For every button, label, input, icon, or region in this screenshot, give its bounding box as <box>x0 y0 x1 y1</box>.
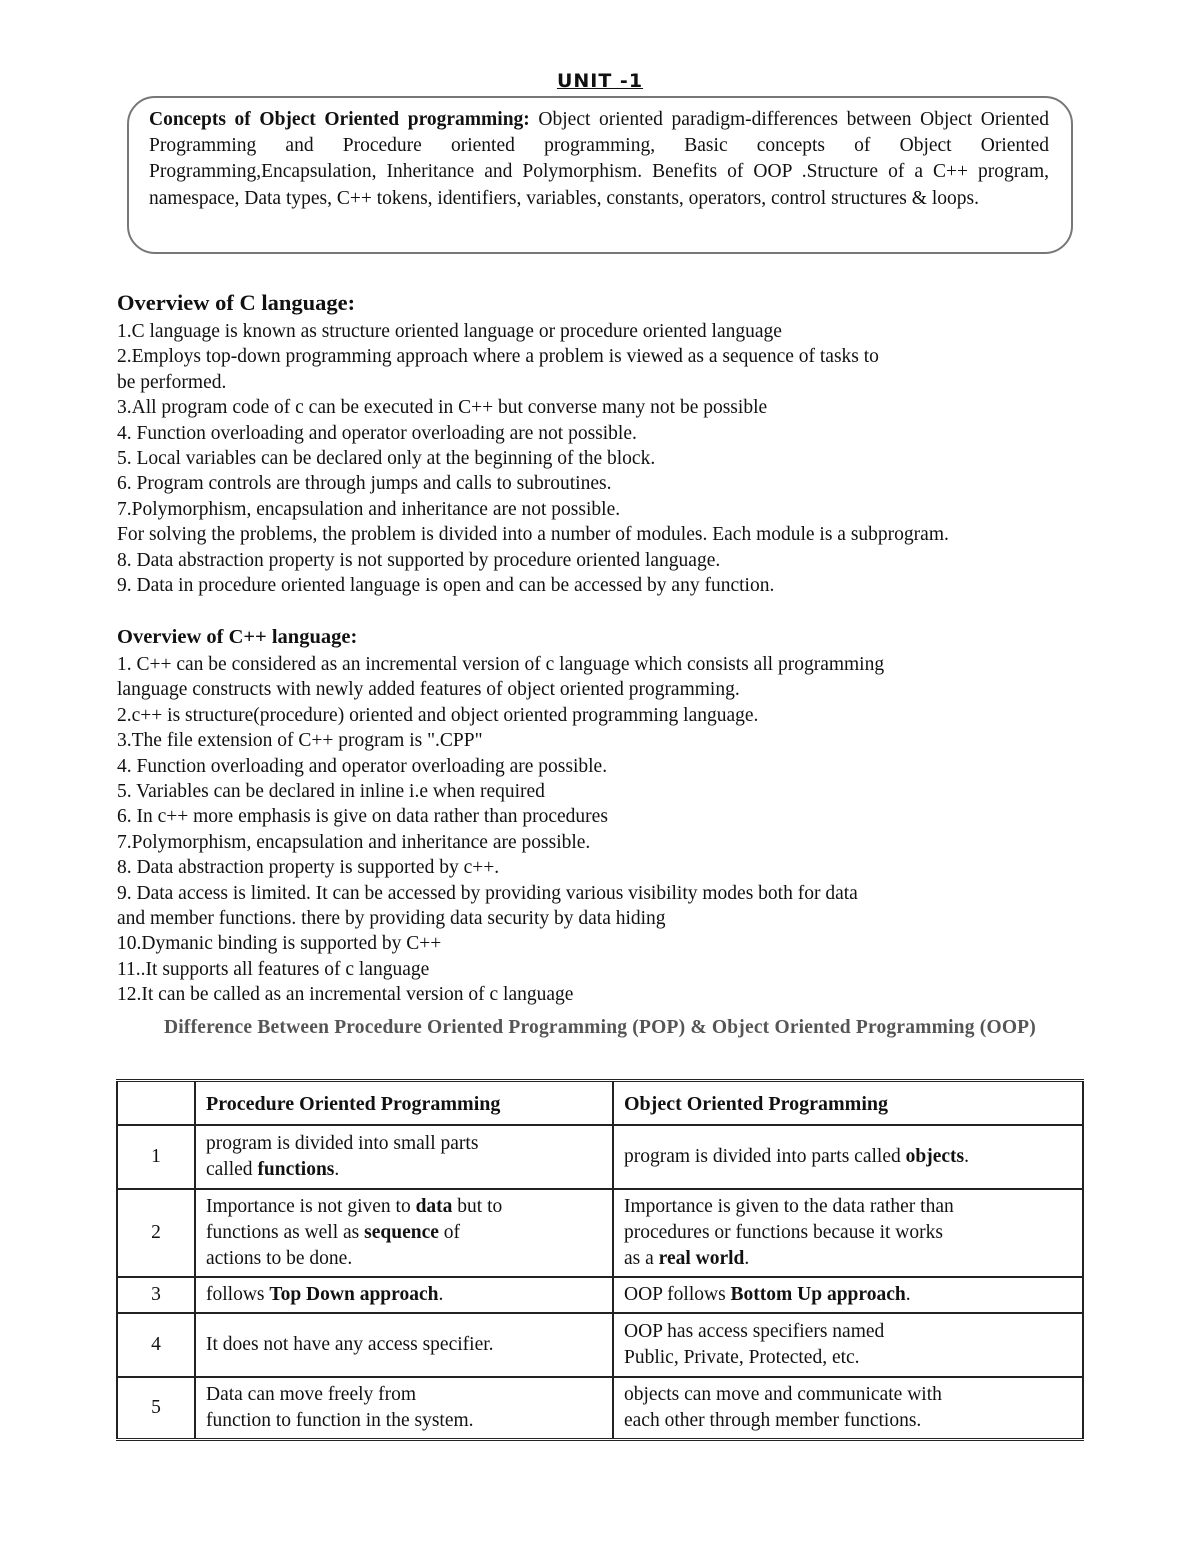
list-item: 1.C language is known as structure oriented language or procedure oriented language <box>117 321 782 342</box>
pop-cell <box>195 1125 613 1189</box>
row-number: 5 <box>117 1377 195 1440</box>
cell-text: of <box>438 1222 461 1243</box>
list-item: be performed. <box>117 371 227 393</box>
cell-bold-text: real world <box>658 1248 745 1269</box>
cell-text: OOP has access specifiers named <box>624 1321 885 1342</box>
cell-bold-text: functions <box>257 1159 335 1180</box>
cell-text: each other through member functions. <box>624 1410 922 1431</box>
cpp-overview-heading: Overview of C++ language: <box>117 626 358 648</box>
list-item: and member functions. there by providing data security by data hiding <box>117 908 666 930</box>
cell-text: program is divided into small parts <box>206 1133 479 1154</box>
table-row <box>117 1377 1083 1440</box>
cell-text: follows <box>206 1284 270 1305</box>
cell-text: . <box>964 1146 969 1167</box>
cell-bold-text: sequence <box>364 1222 439 1243</box>
syllabus-heading: Concepts of Object Oriented programming: <box>149 109 530 130</box>
column-header-pop: Procedure Oriented Programming <box>195 1081 613 1126</box>
cell-text: called <box>206 1159 258 1180</box>
pop-cell <box>195 1313 613 1377</box>
cell-text: . <box>905 1284 911 1305</box>
cell-bold-text: Top Down approach <box>269 1284 439 1305</box>
difference-heading: Difference Between Procedure Oriented Programming (POP) & Object Oriented Programming (OOP) <box>164 1017 1036 1038</box>
table-row <box>117 1313 1083 1377</box>
list-item: 4. Function overloading and operator overloading are possible. <box>117 755 608 777</box>
pop-cell <box>195 1377 613 1440</box>
list-item: 2.c++ is structure(procedure) oriented and object oriented programming language. <box>117 704 759 726</box>
column-header-number <box>117 1081 195 1126</box>
pop-cell <box>195 1189 613 1277</box>
oop-cell <box>613 1277 1083 1313</box>
row-number: 2 <box>117 1189 195 1277</box>
syllabus-text: Object oriented paradigm-differences between Object Oriented Programming and Procedure oriented programming, Basic concepts of Object Oriented Programming,Encapsulation, Inheritance and Polymorphism. Benefits of OOP .Structure of a C++ program, namespace, Data types, C++ tokens, identifiers, variables, constants, operators, control structures & loops. <box>149 109 1049 209</box>
table-row <box>117 1125 1083 1189</box>
cell-text: . <box>438 1284 444 1305</box>
cell-text: Data can move freely from <box>206 1384 417 1405</box>
pop-cell <box>195 1277 613 1313</box>
list-item: 5. Local variables can be declared only at the beginning of the block. <box>117 448 656 470</box>
list-item: 8. Data abstraction property is not supported by procedure oriented language. <box>117 549 721 571</box>
cell-bold-text: objects <box>905 1146 965 1167</box>
list-item: 10.Dymanic binding is supported by C++ <box>117 933 442 955</box>
cell-bold-text: Bottom Up approach <box>730 1284 906 1305</box>
cell-text: actions to be done. <box>206 1248 353 1269</box>
oop-cell <box>613 1313 1083 1377</box>
list-item: 3.All program code of c can be executed in C++ but converse many not be possible <box>117 397 768 419</box>
list-item: language constructs with newly added features of object oriented programming. <box>117 679 740 701</box>
list-item: 5. Variables can be declared in inline i.e when required <box>117 781 545 803</box>
list-item: 1. C++ can be considered as an incremental version of c language which consists all programming <box>117 654 885 675</box>
syllabus-paragraph <box>149 107 1049 212</box>
cell-text: procedures or functions because it works <box>624 1222 943 1243</box>
cell-text: Importance is not given to <box>206 1196 416 1217</box>
cpp-overview-list <box>117 652 1097 1008</box>
cell-bold-text: data <box>415 1196 453 1217</box>
cell-text: but to <box>452 1196 503 1217</box>
list-item: 9. Data in procedure oriented language is open and can be accessed by any function. <box>117 575 775 597</box>
cell-text: OOP follows <box>624 1284 731 1305</box>
list-item: 6. Program controls are through jumps and calls to subroutines. <box>117 473 612 495</box>
cell-text: . <box>744 1248 750 1269</box>
table-header-row <box>117 1081 1083 1126</box>
list-item: 11..It supports all features of c language <box>117 958 430 980</box>
list-item: 7.Polymorphism, encapsulation and inheritance are possible. <box>117 831 591 853</box>
unit-title: UNIT -1 <box>556 70 644 92</box>
oop-cell <box>613 1189 1083 1277</box>
cell-text: . <box>334 1159 340 1180</box>
list-item: For solving the problems, the problem is divided into a number of modules. Each module is a subprogram. <box>117 524 949 546</box>
cell-text: as a <box>624 1248 659 1269</box>
cell-text: Importance is given to the data rather than <box>624 1196 954 1217</box>
table-row <box>117 1189 1083 1277</box>
row-number: 1 <box>117 1125 195 1189</box>
list-item: 4. Function overloading and operator overloading are not possible. <box>117 422 637 444</box>
row-number: 4 <box>117 1313 195 1377</box>
cell-text: It does not have any access specifier. <box>206 1334 494 1355</box>
list-item: 12.It can be called as an incremental version of c language <box>117 984 574 1006</box>
cell-text: function to function in the system. <box>206 1410 474 1431</box>
oop-cell <box>613 1125 1083 1189</box>
c-overview-section <box>117 290 1097 598</box>
table-row <box>117 1277 1083 1313</box>
list-item: 6. In c++ more emphasis is give on data rather than procedures <box>117 806 608 828</box>
c-overview-heading: Overview of C language: <box>117 290 356 315</box>
comparison-table <box>116 1079 1084 1441</box>
c-overview-list <box>117 319 1097 598</box>
column-header-oop: Object Oriented Programming <box>613 1081 1083 1126</box>
cell-text: Public, Private, Protected, etc. <box>624 1347 860 1368</box>
cell-text: program is divided into parts called <box>624 1146 906 1167</box>
cell-text: objects can move and communicate with <box>624 1384 942 1405</box>
oop-cell <box>613 1377 1083 1440</box>
syllabus-box <box>127 96 1073 254</box>
list-item: 3.The file extension of C++ program is ".CPP" <box>117 730 483 752</box>
cpp-overview-section <box>117 626 1097 1008</box>
list-item: 7.Polymorphism, encapsulation and inheritance are not possible. <box>117 498 621 520</box>
list-item: 8. Data abstraction property is supported by c++. <box>117 857 500 879</box>
row-number: 3 <box>117 1277 195 1313</box>
cell-text: functions as well as <box>206 1222 365 1243</box>
list-item: 2.Employs top-down programming approach where a problem is viewed as a sequence of tasks to <box>117 346 879 368</box>
list-item: 9. Data access is limited. It can be accessed by providing various visibility modes both for data <box>117 882 858 904</box>
